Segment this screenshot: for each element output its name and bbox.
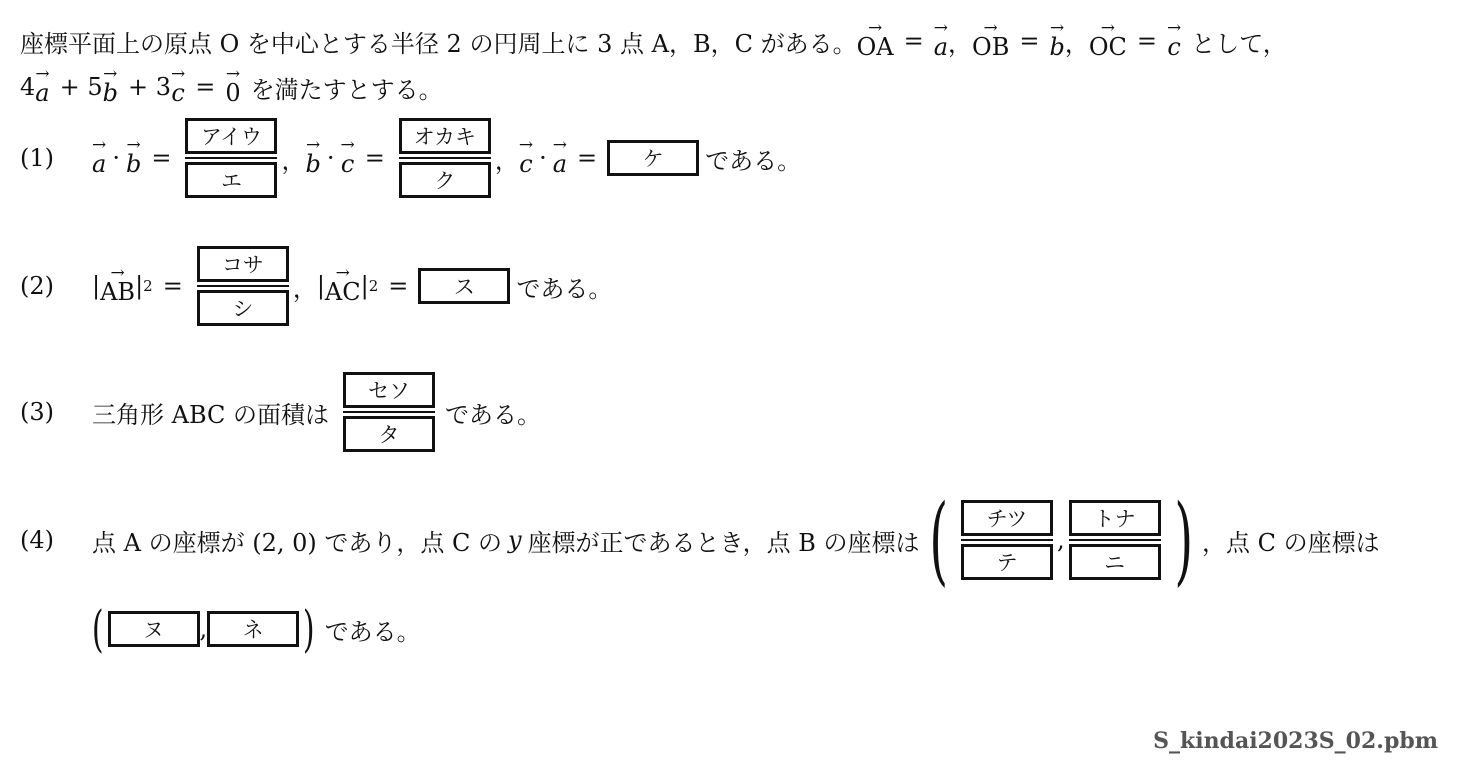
vector-a: → a (92, 135, 107, 178)
vector-c: → c (171, 64, 186, 107)
vector-b: → b (305, 135, 321, 178)
vector-oa: → OA (856, 18, 894, 61)
vector-c: → c (340, 135, 355, 178)
fraction-ab-squared (197, 246, 289, 326)
intro-line-1: 座標平面上の原点 O を中心とする半径 2 の円周上に 3 点 A，B，C がある。 → OA = → a ， → OB = → b ， → OC = → c として， (20, 18, 1287, 61)
answer-box-nu[interactable]: ヌ (108, 611, 200, 647)
vector-b: → b (1049, 18, 1065, 61)
fraction-bc (399, 118, 491, 198)
fraction-bx (961, 500, 1053, 580)
vector-c: → c (518, 135, 534, 178)
vector-a: → a (35, 64, 50, 107)
answer-box-ne[interactable]: ネ (207, 611, 299, 647)
fraction-by (1069, 500, 1161, 580)
answer-box-ni[interactable]: ニ (1069, 544, 1161, 580)
file-label: S_kindai2023S_02.pbm (1153, 728, 1438, 754)
question-4-line-2: ( ヌ , ネ ) である。 (91, 600, 421, 658)
vector-b: → b (102, 64, 118, 107)
question-label: (1) (20, 144, 54, 172)
fraction-ab (185, 118, 277, 198)
vector-ab: → AB (100, 263, 136, 306)
answer-box-chitsu[interactable]: チツ (961, 500, 1053, 536)
vector-ob: → OB (972, 18, 1010, 61)
question-label: (3) (20, 398, 54, 426)
answer-box-tona[interactable]: トナ (1069, 500, 1161, 536)
intro-line-2: 4 → a + 5 → b + 3 → c = → 0 を満たすとする。 (20, 64, 443, 107)
vector-a: → a (933, 18, 949, 61)
fraction-area (343, 372, 435, 452)
vector-oc: → OC (1088, 18, 1127, 61)
answer-box-ke[interactable]: ケ (607, 140, 699, 176)
answer-box-ta[interactable]: タ (343, 416, 435, 452)
answer-box-okaki[interactable]: オカキ (399, 118, 491, 154)
question-2: (2) | → AB | 2 = $\frac{\text{コサ}}{\text{シ}}$ ， | → AC | 2 = ス である。 (20, 246, 612, 326)
question-4: (4) 点 A の座標が (2, 0) であり，点 C の y 座標が正であるとき，点 B の座標は ( $\frac{\text{チツ}}{\text{テ}}$ , $\frac{\text{トナ}}{\text{ニ}}$ ) ，点 C の座標は (20, 484, 1380, 596)
answer-box-e[interactable]: エ (185, 162, 277, 198)
answer-box-shi[interactable]: シ (197, 290, 289, 326)
vector-a: → a (552, 135, 568, 178)
answer-box-ku[interactable]: ク (399, 162, 491, 198)
vector-c: → c (1166, 18, 1182, 61)
answer-box-seso[interactable]: セソ (343, 372, 435, 408)
intro-text: 座標平面上の原点 O を中心とする半径 2 の円周上に 3 点 A，B，C がある。 (20, 29, 857, 58)
vector-zero: → 0 (225, 64, 241, 107)
question-3: (3) 三角形 ABC の面積は $\frac{\text{セソ}}{\text{タ}}$ である。 (20, 372, 541, 452)
answer-box-kosa[interactable]: コサ (197, 246, 289, 282)
answer-box-su[interactable]: ス (418, 268, 510, 304)
question-1: (1) → a · → b = $\frac{\text{アイウ}}{\text{エ}}$ ， → b · → c = $\frac{\text{オカキ}}{\text{ク}}$ ， → c · → a = ケ である。 (20, 118, 801, 198)
question-label: (2) (20, 272, 54, 300)
answer-box-aiu[interactable]: アイウ (185, 118, 277, 154)
question-label: (4) (20, 526, 54, 554)
answer-box-te[interactable]: テ (961, 544, 1053, 580)
vector-b: → b (125, 135, 142, 178)
vector-ac: → AC (324, 263, 361, 306)
